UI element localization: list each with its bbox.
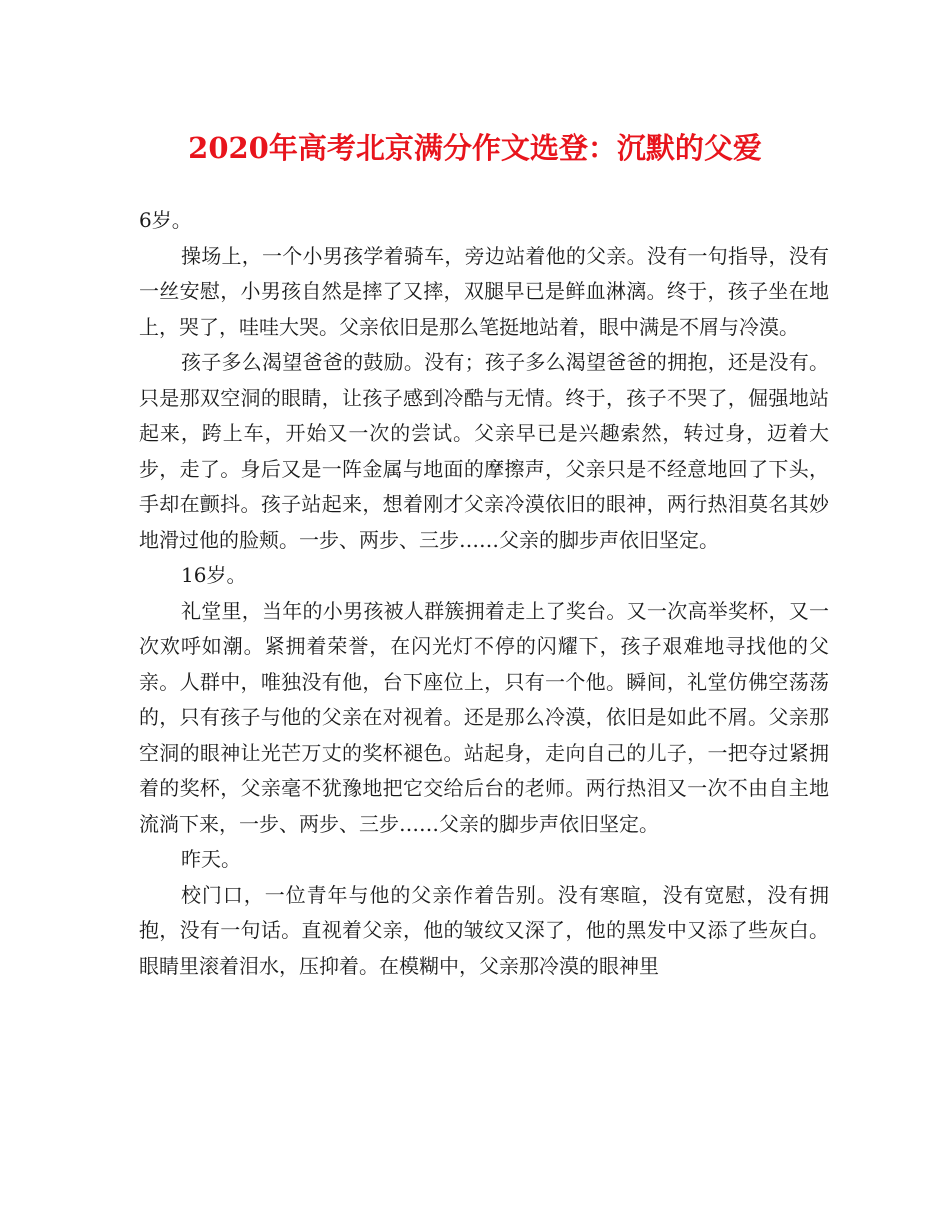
paragraph-auditorium: 礼堂里，当年的小男孩被人群簇拥着走上了奖台。又一次高举奖杯，又一次欢呼如潮。紧拥着荣誉，在闪光灯不停的闪耀下，孩子艰难地寻找他的父亲。人群中，唯独没有他，台下座位上，只有一个他。瞬间，礼堂仿佛空荡荡的，只有孩子与他的父亲在对视着。还是那么冷漠，依旧是如此不屑。父亲那空洞的眼神让光芒万丈的奖杯褪色。站起身，走向自己的儿子，一把夺过紧拥着的奖杯，父亲毫不犹豫地把它交给后台的老师。两行热泪又一次不由自主地流淌下来，一步、两步、三步……父亲的脚步声依旧坚定。 (139, 598, 829, 836)
paragraph-yesterday: 昨天。 (181, 847, 241, 871)
paragraph-age-6: 6岁。 (139, 208, 192, 232)
document-body (139, 203, 829, 984)
paragraph-age-16: 16岁。 (181, 563, 247, 587)
document-title: 2020年高考北京满分作文选登：沉默的父爱 (188, 131, 762, 165)
paragraph-child-longing: 孩子多么渴望爸爸的鼓励。没有；孩子多么渴望爸爸的拥抱，还是没有。只是那双空洞的眼睛，让孩子感到冷酷与无情。终于，孩子不哭了，倔强地站起来，跨上车，开始又一次的尝试。父亲早已是兴趣索然，转过身，迈着大步，走了。身后又是一阵金属与地面的摩擦声，父亲只是不经意地回了下头，手却在颤抖。孩子站起来，想着刚才父亲冷漠依旧的眼神，两行热泪莫名其妙地滑过他的脸颊。一步、两步、三步……父亲的脚步声依旧坚定。 (139, 350, 829, 552)
paragraph-playground: 操场上，一个小男孩学着骑车，旁边站着他的父亲。没有一句指导，没有一丝安慰，小男孩自然是摔了又摔，双腿早已是鲜血淋漓。终于，孩子坐在地上，哭了，哇哇大哭。父亲依旧是那么笔挺地站着，眼中满是不屑与冷漠。 (139, 243, 829, 339)
paragraph-school-gate: 校门口，一位青年与他的父亲作着告别。没有寒暄，没有宽慰，没有拥抱，没有一句话。直视着父亲，他的皱纹又深了，他的黑发中又添了些灰白。眼睛里滚着泪水，压抑着。在模糊中，父亲那冷漠的眼神里 (139, 882, 829, 978)
